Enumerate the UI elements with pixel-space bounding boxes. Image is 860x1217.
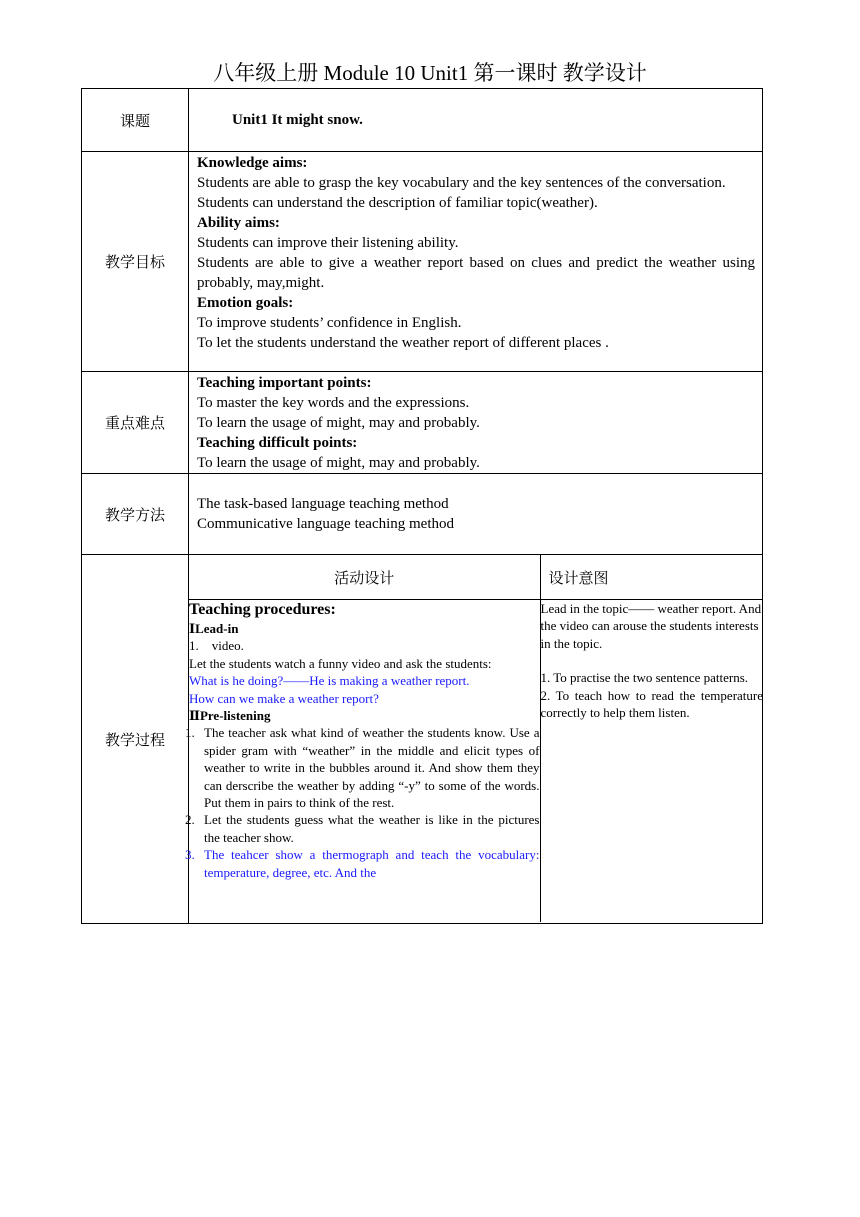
lead-in-item-number: 1. [189,638,199,654]
emotion-heading: Emotion goals: [197,295,294,311]
list-item-text: The teahcer show a thermograph and teach the vocabulary: temperature, degree, etc. And the [204,847,540,880]
objectives-content [189,152,763,372]
objectives-label: 教学目标 [82,152,189,372]
ability-aim-1: Students can improve their listening ability. [197,235,459,251]
emotion-goal-1: To improve students’ confidence in English. [197,315,462,331]
ability-heading: Ability aims: [197,215,280,231]
objectives-row [82,152,763,372]
procedures-heading: Teaching procedures: [189,601,336,618]
difficult-point-1: To learn the usage of might, may and probably. [197,455,480,471]
emotion-goal-2: To let the students understand the weather report of different places . [197,335,609,351]
topic-row [82,89,763,152]
list-item-number: 1. [185,725,195,741]
ability-aim-2: Students are able to give a weather report based on clues and predict the weather using probably, may,might. [197,255,755,291]
topic-label: 课题 [82,89,189,152]
pre-listening-list [185,724,540,881]
list-item [185,724,540,811]
process-header-row [189,555,763,600]
important-points-heading: Teaching important points: [197,375,372,391]
difficult-points-heading: Teaching difficult points: [197,435,358,451]
spacer [541,652,764,669]
lead-in-text: Let the students watch a funny video and ask the students: [189,655,492,671]
process-row [82,555,763,924]
intent-column-header: 设计意图 [540,555,763,600]
key-points-row [82,372,763,474]
topic-value: Unit1 It might snow. [189,89,763,152]
knowledge-heading: Knowledge aims: [197,155,308,171]
lesson-plan-table [81,88,763,924]
lead-in-item [189,637,540,654]
methods-row [82,474,763,555]
process-body-row [189,600,763,923]
intent-1: Lead in the topic—— weather report. And the video can arouse the students interests in the topic. [540,601,762,651]
list-item-number: 2. [185,812,195,828]
document-title: 八年级上册 Module 10 Unit1 第一课时 教学设计 [213,61,647,85]
list-item-text: Let the students guess what the weather is like in the pictures the teacher show. [204,812,540,845]
methods-label: 教学方法 [82,474,189,555]
lead-in-item-text: video. [211,638,244,654]
methods-content [189,474,763,555]
important-point-2: To learn the usage of might, may and probably. [197,415,480,431]
process-content [185,555,763,924]
method-1: The task-based language teaching method [197,496,449,512]
list-item [185,811,540,846]
knowledge-aim-1: Students are able to grasp the key vocabulary and the key sentences of the conversation. [197,175,726,191]
intent-2: 1. To practise the two sentence patterns. [540,670,749,686]
lead-in-question-2: How can we make a weather report? [189,690,379,706]
pre-listening-heading: ⅡPre-listening [189,708,271,724]
knowledge-aim-2: Students can understand the description of familiar topic(weather). [197,195,598,211]
process-inner-table [185,555,763,922]
process-label: 教学过程 [82,555,189,924]
key-points-content [189,372,763,474]
list-item [185,846,540,881]
list-item-text: The teacher ask what kind of weather the students know. Use a spider gram with “weather” in the middle and elicit types of weather to write in the bubbles around it. And show them they can derscribe the weather by adding “-y” to some of the words. Put them in pairs to think of the rest. [204,725,540,811]
method-2: Communicative language teaching method [197,516,455,532]
intent-3: 2. To teach how to read the temperature correctly to help them listen. [540,687,763,721]
lead-in-question-1: What is he doing?——He is making a weather report. [189,673,470,689]
activity-cell [185,600,540,923]
key-points-label: 重点难点 [82,372,189,474]
list-item-number: 3. [185,847,195,863]
intent-cell [540,600,763,923]
important-point-1: To master the key words and the expressions. [197,395,470,411]
lead-in-heading: ⅠLead-in [189,621,239,636]
activity-column-header: 活动设计 [189,555,540,600]
